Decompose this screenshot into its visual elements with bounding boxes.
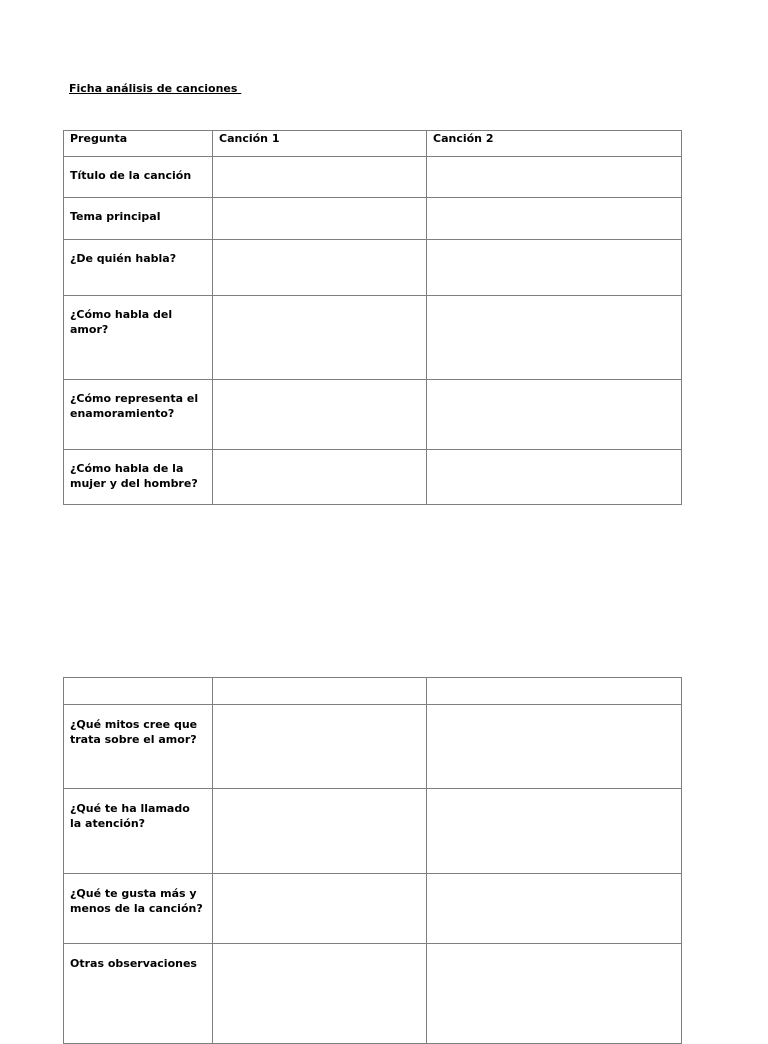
- table-header-row: [64, 678, 682, 705]
- question-cell: ¿Cómo representa el enamoramiento?: [64, 380, 213, 450]
- song-analysis-table-1: [63, 130, 682, 505]
- question-cell: ¿Cómo habla de la mujer y del hombre?: [64, 450, 213, 505]
- table-row: [64, 450, 682, 505]
- answer-cell-song-2[interactable]: [427, 944, 682, 1044]
- question-cell: Otras observaciones: [64, 944, 213, 1044]
- table-row: [64, 944, 682, 1044]
- answer-cell-song-1[interactable]: [213, 789, 427, 874]
- answer-cell-song-1[interactable]: [213, 450, 427, 505]
- table-row: [64, 240, 682, 296]
- header-cell-question: [64, 678, 213, 705]
- answer-cell-song-1[interactable]: [213, 198, 427, 240]
- answer-cell-song-2[interactable]: [427, 789, 682, 874]
- answer-cell-song-1[interactable]: [213, 380, 427, 450]
- answer-cell-song-1[interactable]: [213, 874, 427, 944]
- answer-cell-song-2[interactable]: [427, 874, 682, 944]
- header-cell-song-1: Canción 1: [213, 131, 427, 157]
- table-header-row: [64, 131, 682, 157]
- question-cell: ¿Qué te gusta más y menos de la canción?: [64, 874, 213, 944]
- header-cell-song-2: Canción 2: [427, 131, 682, 157]
- answer-cell-song-1[interactable]: [213, 296, 427, 380]
- answer-cell-song-1[interactable]: [213, 705, 427, 789]
- table-row: [64, 789, 682, 874]
- answer-cell-song-2[interactable]: [427, 450, 682, 505]
- answer-cell-song-2[interactable]: [427, 198, 682, 240]
- question-cell: Tema principal: [64, 198, 213, 240]
- question-cell: ¿Qué te ha llamado la atención?: [64, 789, 213, 874]
- answer-cell-song-1[interactable]: [213, 157, 427, 198]
- answer-cell-song-2[interactable]: [427, 380, 682, 450]
- table-row: [64, 874, 682, 944]
- table-row: [64, 380, 682, 450]
- answer-cell-song-2[interactable]: [427, 705, 682, 789]
- answer-cell-song-1[interactable]: [213, 944, 427, 1044]
- answer-cell-song-1[interactable]: [213, 240, 427, 296]
- header-cell-question: Pregunta: [64, 131, 213, 157]
- song-analysis-table-2: [63, 677, 682, 1044]
- table-row: [64, 157, 682, 198]
- answer-cell-song-2[interactable]: [427, 240, 682, 296]
- question-cell: Título de la canción: [64, 157, 213, 198]
- header-cell-song-1: [213, 678, 427, 705]
- table-row: [64, 296, 682, 380]
- table-row: [64, 198, 682, 240]
- question-cell: ¿Cómo habla del amor?: [64, 296, 213, 380]
- answer-cell-song-2[interactable]: [427, 157, 682, 198]
- question-cell: ¿De quién habla?: [64, 240, 213, 296]
- question-cell: ¿Qué mitos cree que trata sobre el amor?: [64, 705, 213, 789]
- table-row: [64, 705, 682, 789]
- answer-cell-song-2[interactable]: [427, 296, 682, 380]
- header-cell-song-2: [427, 678, 682, 705]
- document-title: Ficha análisis de canciones: [69, 82, 242, 95]
